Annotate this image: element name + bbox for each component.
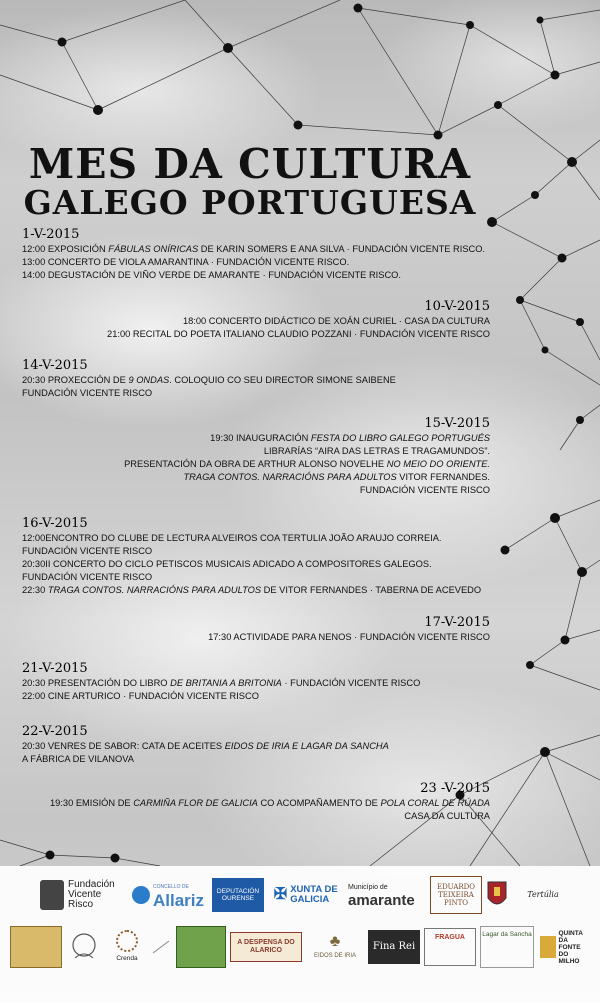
event-line: PRESENTACIÓN DA OBRA DE ARTHUR ALONSO NOVELHE NO MEIO DO ORIENTE. [124,459,490,469]
event-date: 15-V-2015 [424,416,490,431]
event-date: 21-V-2015 [22,661,88,676]
event-line: LIBRARÍAS “AIRA DAS LETRAS E TRAGAMUNDOS”. [263,446,490,456]
event-block-15-may [124,416,490,497]
event-line: FUNDACIÓN VICENTE RISCO [22,546,153,556]
event-line: 19:30 EMISIÓN DE CARMIÑA FLOR DE GALICIA CO ACOMPAÑAMENTO DE POLA CORAL DE RÚADA [50,798,490,808]
quinta-mark-icon [540,936,556,958]
event-block-23-may [50,781,490,823]
event-line: 12:00 EXPOSICIÓN FÁBULAS ONÍRICAS DE KARIN SOMERS E ANA SILVA · FUNDACIÓN VICENTE RISCO. [22,244,486,254]
event-date: 22-V-2015 [22,724,88,739]
logo-tile-1 [10,926,62,968]
logo-quinta-da-fonte-do-milho: QUINTA DA FONTE DO MILHO [538,928,590,966]
event-line: 22:30 TRAGA CONTOS. NARRACIÓNS PARA ADULTOS DE VITOR FERNANDES · TABERNA DE ACEVEDO [22,585,482,595]
logo-allariz: CONCELLO DE Allariz [126,880,210,910]
logo-xunta-de-galicia: ✠ XUNTA DE GALICIA [273,884,338,905]
logo-tile-4 [148,930,174,964]
logo-tile-5 [176,926,226,968]
event-line: FUNDACIÓN VICENTE RISCO [359,485,490,495]
event-line: 20:30 PRESENTACIÓN DO LIBRO DE BRITANIA A BRITONIA · FUNDACIÓN VICENTE RISCO [22,678,421,688]
tree-icon: ♣ [329,933,341,950]
logo-fragua: FRAGUA [424,928,476,966]
logo-eduardo-teixeira-pinto: EDUARDO TEIXEIRA PINTO [430,876,482,914]
event-block-21-may [22,661,420,703]
sponsors-strip [0,866,600,1002]
event-line: TRAGA CONTOS. NARRACIÓNS PARA ADULTOS VITOR FERNANDES. [183,472,490,482]
logo-fundacion-vicente-risco: Fundación Vicente Risco [40,876,122,914]
logo-crenda: Crenda [108,926,146,968]
logo-eidos-de-iria: ♣ EIDOS DE IRIA [313,933,356,959]
event-block-16-may [22,516,481,597]
crenda-mark-icon [116,930,138,952]
event-line: 20:30II CONCERTO DO CICLO PETISCOS MUSICAIS ADICADO A COMPOSITORES GALEGOS. [22,559,432,569]
event-date: 16-V-2015 [22,516,88,531]
event-block-14-may [22,358,396,400]
event-line: 18:00 CONCERTO DIDÁCTICO DE XOÁN CURIEL · CASA DA CULTURA [182,316,490,326]
event-block-22-may [22,724,389,766]
logo-tile-2 [64,926,104,968]
event-block-10-may [107,299,490,341]
logo-municipio-amarante: Município de amarante [348,883,415,909]
logo-deputacion-ourense: DEPUTACIÓN OURENSE [212,878,264,912]
event-line: CASA DA CULTURA [404,811,490,821]
event-line: 21:00 RECITAL DO POETA ITALIANO CLAUDIO POZZANI · FUNDACIÓN VICENTE RISCO [107,329,490,339]
event-line: 22:00 CINE ARTURICO · FUNDACIÓN VICENTE RISCO [22,691,259,701]
logo-despensa-do-alarico: A DESPENSA DO ALARICO [230,932,302,962]
event-line: 20:30 VENRES DE SABOR: CATA DE ACEITES EIDOS DE IRIA E LAGAR DA SANCHA [22,741,389,751]
event-date: 10-V-2015 [424,299,490,314]
event-line: A FÁBRICA DE VILANOVA [22,754,134,764]
event-date: 14-V-2015 [22,358,88,373]
event-line: 20:30 PROXECCIÓN DE 9 ONDAS. COLOQUIO CO SEU DIRECTOR SIMONE SAIBENE [22,375,396,385]
logo-lagar-da-sancha: Lagar da Sancha [480,926,534,968]
page-title: MES DA CULTURA [28,140,472,188]
event-line: 17:30 ACTIVIDADE PARA NENOS · FUNDACIÓN VICENTE RISCO [208,632,490,642]
event-block-17-may [208,615,490,644]
event-line: 12:00ENCONTRO DO CLUBE DE LECTURA ALVEIROS COA TERTULIA JOÃO ARAUJO CORREIA. [22,533,442,543]
allariz-mark-icon [132,886,150,904]
event-date: 1-V-2015 [22,227,80,242]
xunta-cross-icon: ✠ [273,886,288,903]
event-line: 14:00 DEGUSTACIÓN DE VIÑO VERDE DE AMARANTE · FUNDACIÓN VICENTE RISCO. [22,270,401,280]
logo-fina-rei: Fina Rei [368,930,420,964]
risco-portrait-icon [40,880,64,910]
event-date: 23 -V-2015 [420,781,490,796]
event-line: 19:30 INAUGURACIÓN FESTA DO LIBRO GALEGO PORTUGUÉS [210,433,490,443]
page-subtitle: GALEGO PORTUGUESA [23,183,477,222]
event-line: FUNDACIÓN VICENTE RISCO [22,388,153,398]
logo-tertulia: Tertúlia [527,890,559,899]
crest-icon [484,876,510,914]
event-line: FUNDACIÓN VICENTE RISCO [22,572,153,582]
event-date: 17-V-2015 [424,615,490,630]
event-line: 13:00 CONCERTO DE VIOLA AMARANTINA · FUNDACIÓN VICENTE RISCO. [22,257,350,267]
event-block-1-may [22,227,485,282]
